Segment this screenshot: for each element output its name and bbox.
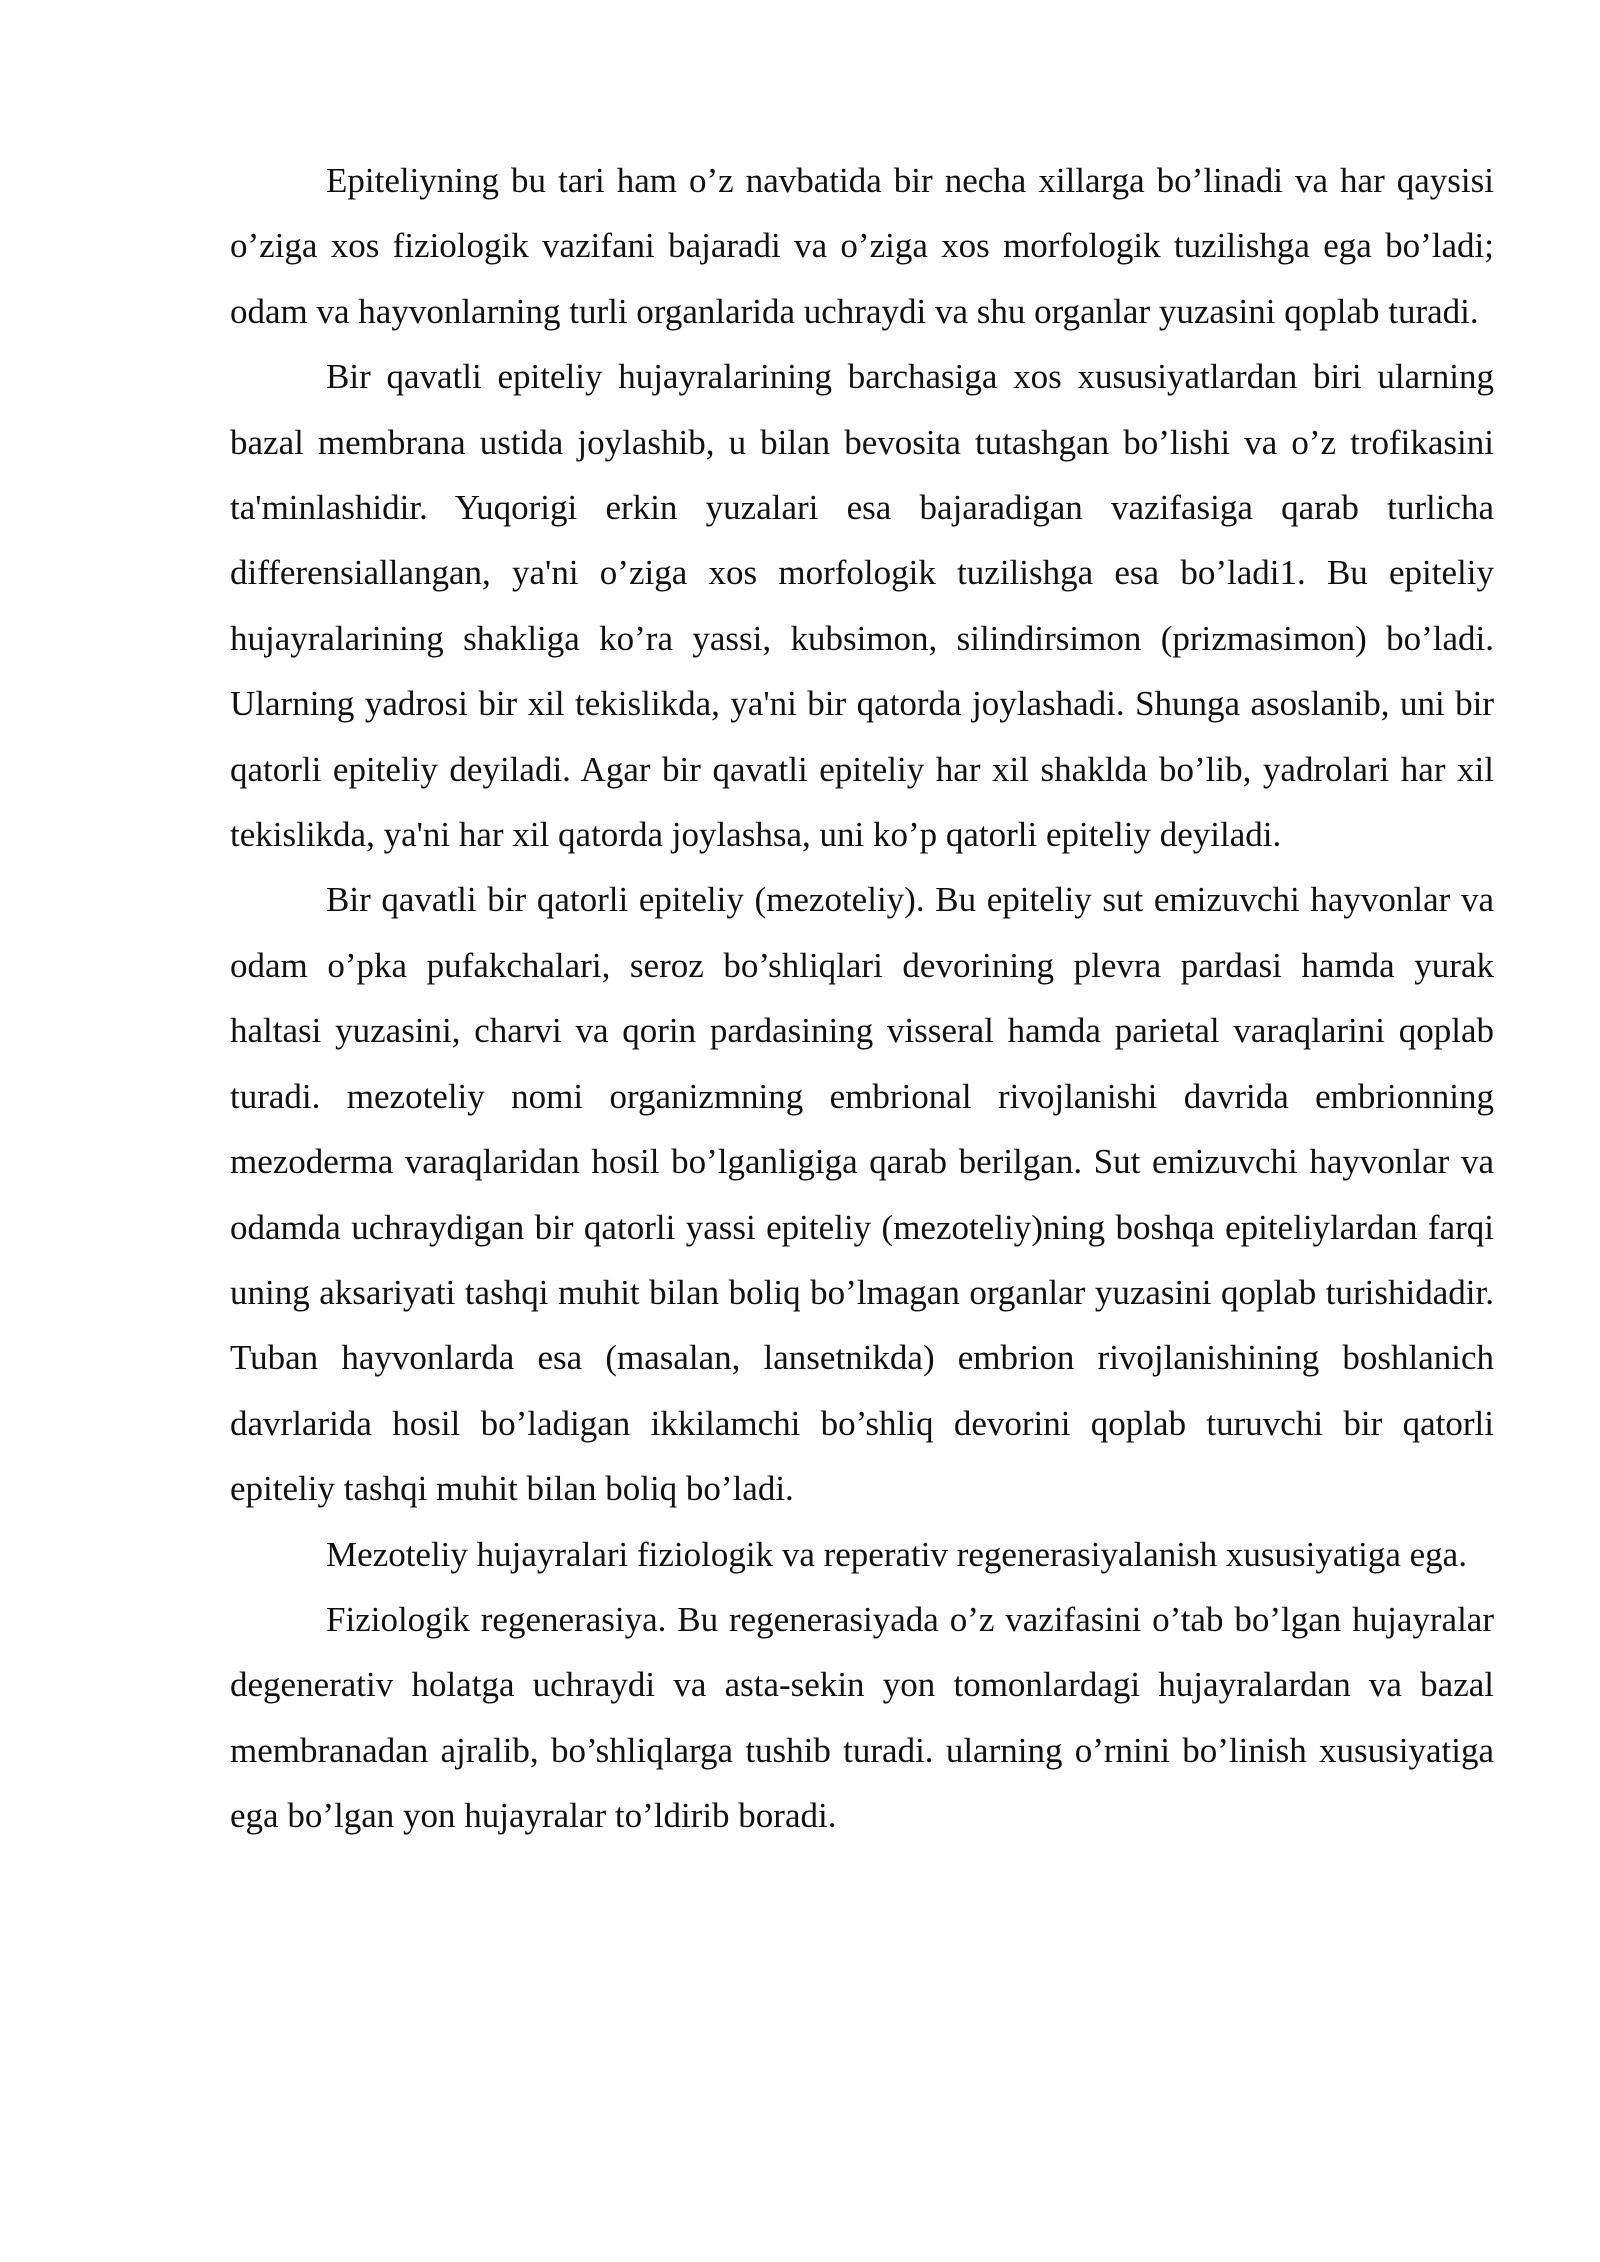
paragraph-physiological-regeneration: Fiziologik regenerasiya. Bu regenerasiyada o’z vazifasini o’tab bo’lgan hujayralar degenerativ holatga uchraydi va asta-sekin yon tomonlardagi hujayralardan va bazal membranadan ajralib, bo’shliqlarga tushib turadi. ularning o’rnini bo’linish xususiyatiga ega bo’lgan yon hujayralar to’ldirib boradi. (230, 1599, 1494, 1836)
paragraph-mesothelium: Bir qavatli bir qatorli epiteliy (mezoteliy). Bu epiteliy sut emizuvchi hayvonlar va odam o’pka pufakchalari, seroz bo’shliqlari devorining plevra pardasi hamda yurak haltasi yuzasini, charvi va qorin pardasining visseral hamda parietal varaqlarini qoplab turadi. mezoteliy nomi organizmning embrional rivojlanishi davrida embrionning mezoderma varaqlaridan hosil bo’lganligiga qarab berilgan. Sut emizuvchi hayvonlar va odamda uchraydigan bir qatorli yassi epiteliy (mezoteliy)ning boshqa epiteliylardan farqi uning aksariyati tashqi muhit bilan boliq bo’lmagan organlar yuzasini qoplab turishidadir. Tuban hayvonlarda esa (masalan, lansetnikda) embrion rivojlanishining boshlanich davrlarida hosil bo’ladigan ikkilamchi bo’shliq devorini qoplab turuvchi bir qatorli epiteliy tashqi muhit bilan boliq bo’ladi. (230, 880, 1494, 1509)
paragraph-epiteliy-types: Epiteliyning bu tari ham o’z navbatida bir necha xillarga bo’linadi va har qaysisi o’ziga xos fiziologik vazifani bajaradi va o’ziga xos morfologik tuzilishga ega bo’ladi; odam va hayvonlarning turli organlarida uchraydi va shu organlar yuzasini qoplab turadi. (230, 161, 1494, 331)
document-body (230, 148, 1494, 1849)
paragraph-mesothelium-regeneration: Mezoteliy hujayralari fiziologik va reperativ regenerasiyalanish xususiyatiga ega. (326, 1534, 1467, 1574)
paragraph-single-layer-epithelium: Bir qavatli epiteliy hujayralarining barchasiga xos xususiyatlardan biri ularning bazal membrana ustida joylashib, u bilan bevosita tutashgan bo’lishi va o’z trofikasini ta'minlashidir. Yuqorigi erkin yuzalari esa bajaradigan vazifasiga qarab turlicha differensiallangan, ya'ni o’ziga xos morfologik tuzilishga esa bo’ladi1. Bu epiteliy hujayralarining shakliga ko’ra yassi, kubsimon, silindirsimon (prizmasimon) bo’ladi. Ularning yadrosi bir xil tekislikda, ya'ni bir qatorda joylashadi. Shunga asoslanib, uni bir qatorli epiteliy deyiladi. Agar bir qavatli epiteliy har xil shaklda bo’lib, yadrolari har xil tekislikda, ya'ni har xil qatorda joylashsa, uni ko’p qatorli epiteliy deyiladi. (230, 357, 1494, 855)
